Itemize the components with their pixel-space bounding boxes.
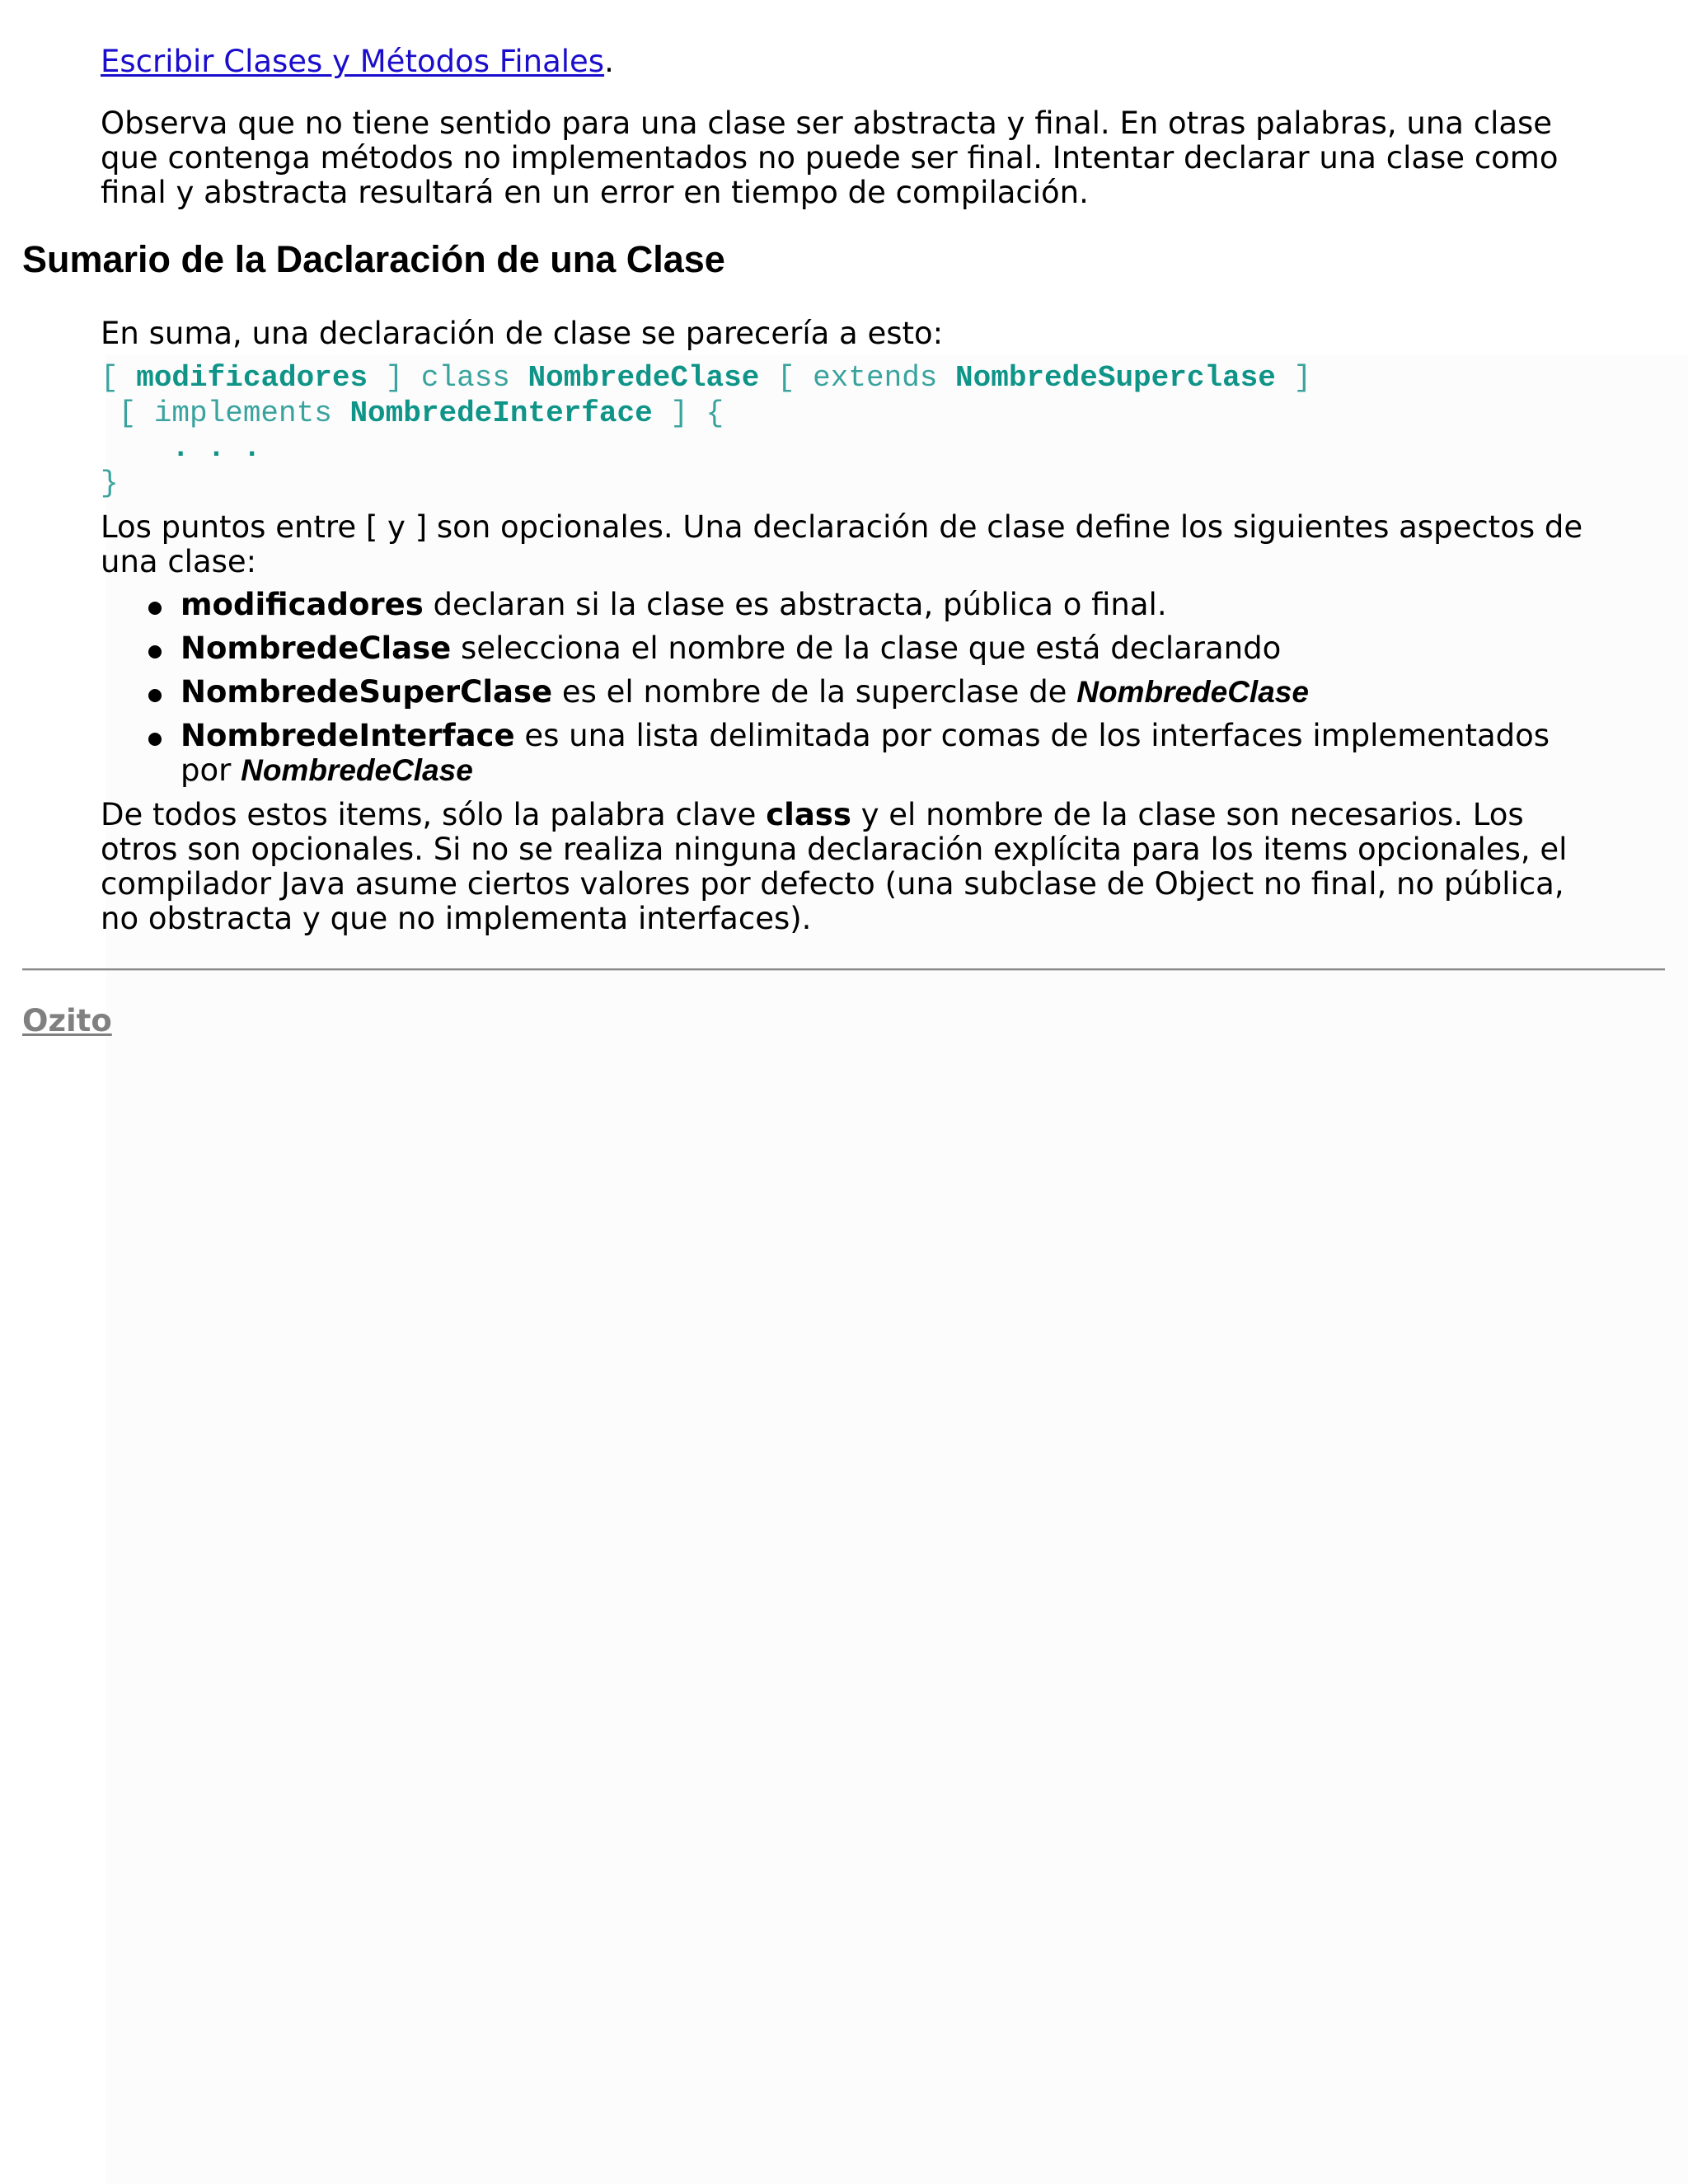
code-closing-brace: }	[101, 466, 119, 500]
code-token: ] class	[368, 361, 528, 395]
code-token: ]	[1275, 361, 1312, 395]
code-modifiers: modificadores	[136, 361, 368, 395]
code-ellipsis: . . .	[101, 431, 261, 465]
bullet-icon	[148, 689, 162, 702]
aspect-term: modificadores	[181, 587, 424, 622]
aspect-desc: selecciona el nombre de la clase que está declarando	[451, 630, 1282, 666]
section-divider	[22, 968, 1665, 971]
list-item	[101, 675, 1588, 710]
optional-brackets-paragraph: Los puntos entre [ y ] son opcionales. Una declaración de clase define los siguientes aspectos de una clase:	[101, 509, 1583, 579]
list-item	[101, 719, 1588, 788]
aspect-ref: NombredeClase	[241, 753, 473, 787]
defaults-text-after: y el nombre de la clase son necesarios. Los otros son opcionales. Si no se realiza ninguna declaración explícita para los items opcionales, el compilador Java asume ciertos valores por defecto (una subclase de Object no final, no pública, no obstracta y que no implementa interfaces).	[101, 797, 1568, 936]
final-classes-link[interactable]: Escribir Clases y Métodos Finales	[101, 44, 605, 79]
code-token: [ extends	[759, 361, 956, 395]
link-period: .	[604, 44, 614, 79]
defaults-text-before: De todos estos items, sólo la palabra clave	[101, 797, 767, 832]
aspect-term: NombredeInterface	[181, 718, 515, 753]
class-keyword: class	[766, 797, 851, 832]
aspect-desc: declaran si la clase es abstracta, pública o final.	[423, 587, 1167, 622]
aspect-desc: es una lista delimitada por comas de los interfaces implementados por	[181, 718, 1550, 788]
declaration-aspects-list	[101, 588, 1588, 797]
section-intro: En suma, una declaración de clase se parecería a esto:	[101, 316, 944, 351]
code-classname: NombredeClase	[528, 361, 760, 395]
list-item	[101, 588, 1588, 622]
aspect-term: NombredeSuperClase	[181, 674, 553, 710]
defaults-paragraph	[101, 798, 1609, 936]
class-declaration-code	[101, 361, 1311, 501]
bullet-icon	[148, 733, 162, 746]
code-superclass: NombredeSuperclase	[955, 361, 1276, 395]
aspect-desc: es el nombre de la superclase de	[552, 674, 1077, 710]
section-title: Sumario de la Daclaración de una Clase	[22, 238, 725, 280]
list-item	[101, 631, 1588, 666]
code-token: ] {	[652, 396, 724, 430]
aspect-ref: NombredeClase	[1076, 675, 1309, 709]
code-interface: NombredeInterface	[349, 396, 653, 430]
abstract-final-paragraph: Observa que no tiene sentido para una clase ser abstracta y final. En otras palabras, una clase que contenga métodos no implementados no puede ser final. Intentar declarar una clase como final y abstracta resultará en un error en tiempo de compilación.	[101, 105, 1559, 210]
code-token: [ implements	[101, 396, 350, 430]
bullet-icon	[148, 602, 162, 615]
aspect-term: NombredeClase	[181, 630, 452, 666]
bullet-icon	[148, 645, 162, 658]
ozito-footer-link[interactable]: Ozito	[22, 1003, 112, 1038]
top-link-line	[101, 45, 614, 79]
code-token: [	[101, 361, 137, 395]
